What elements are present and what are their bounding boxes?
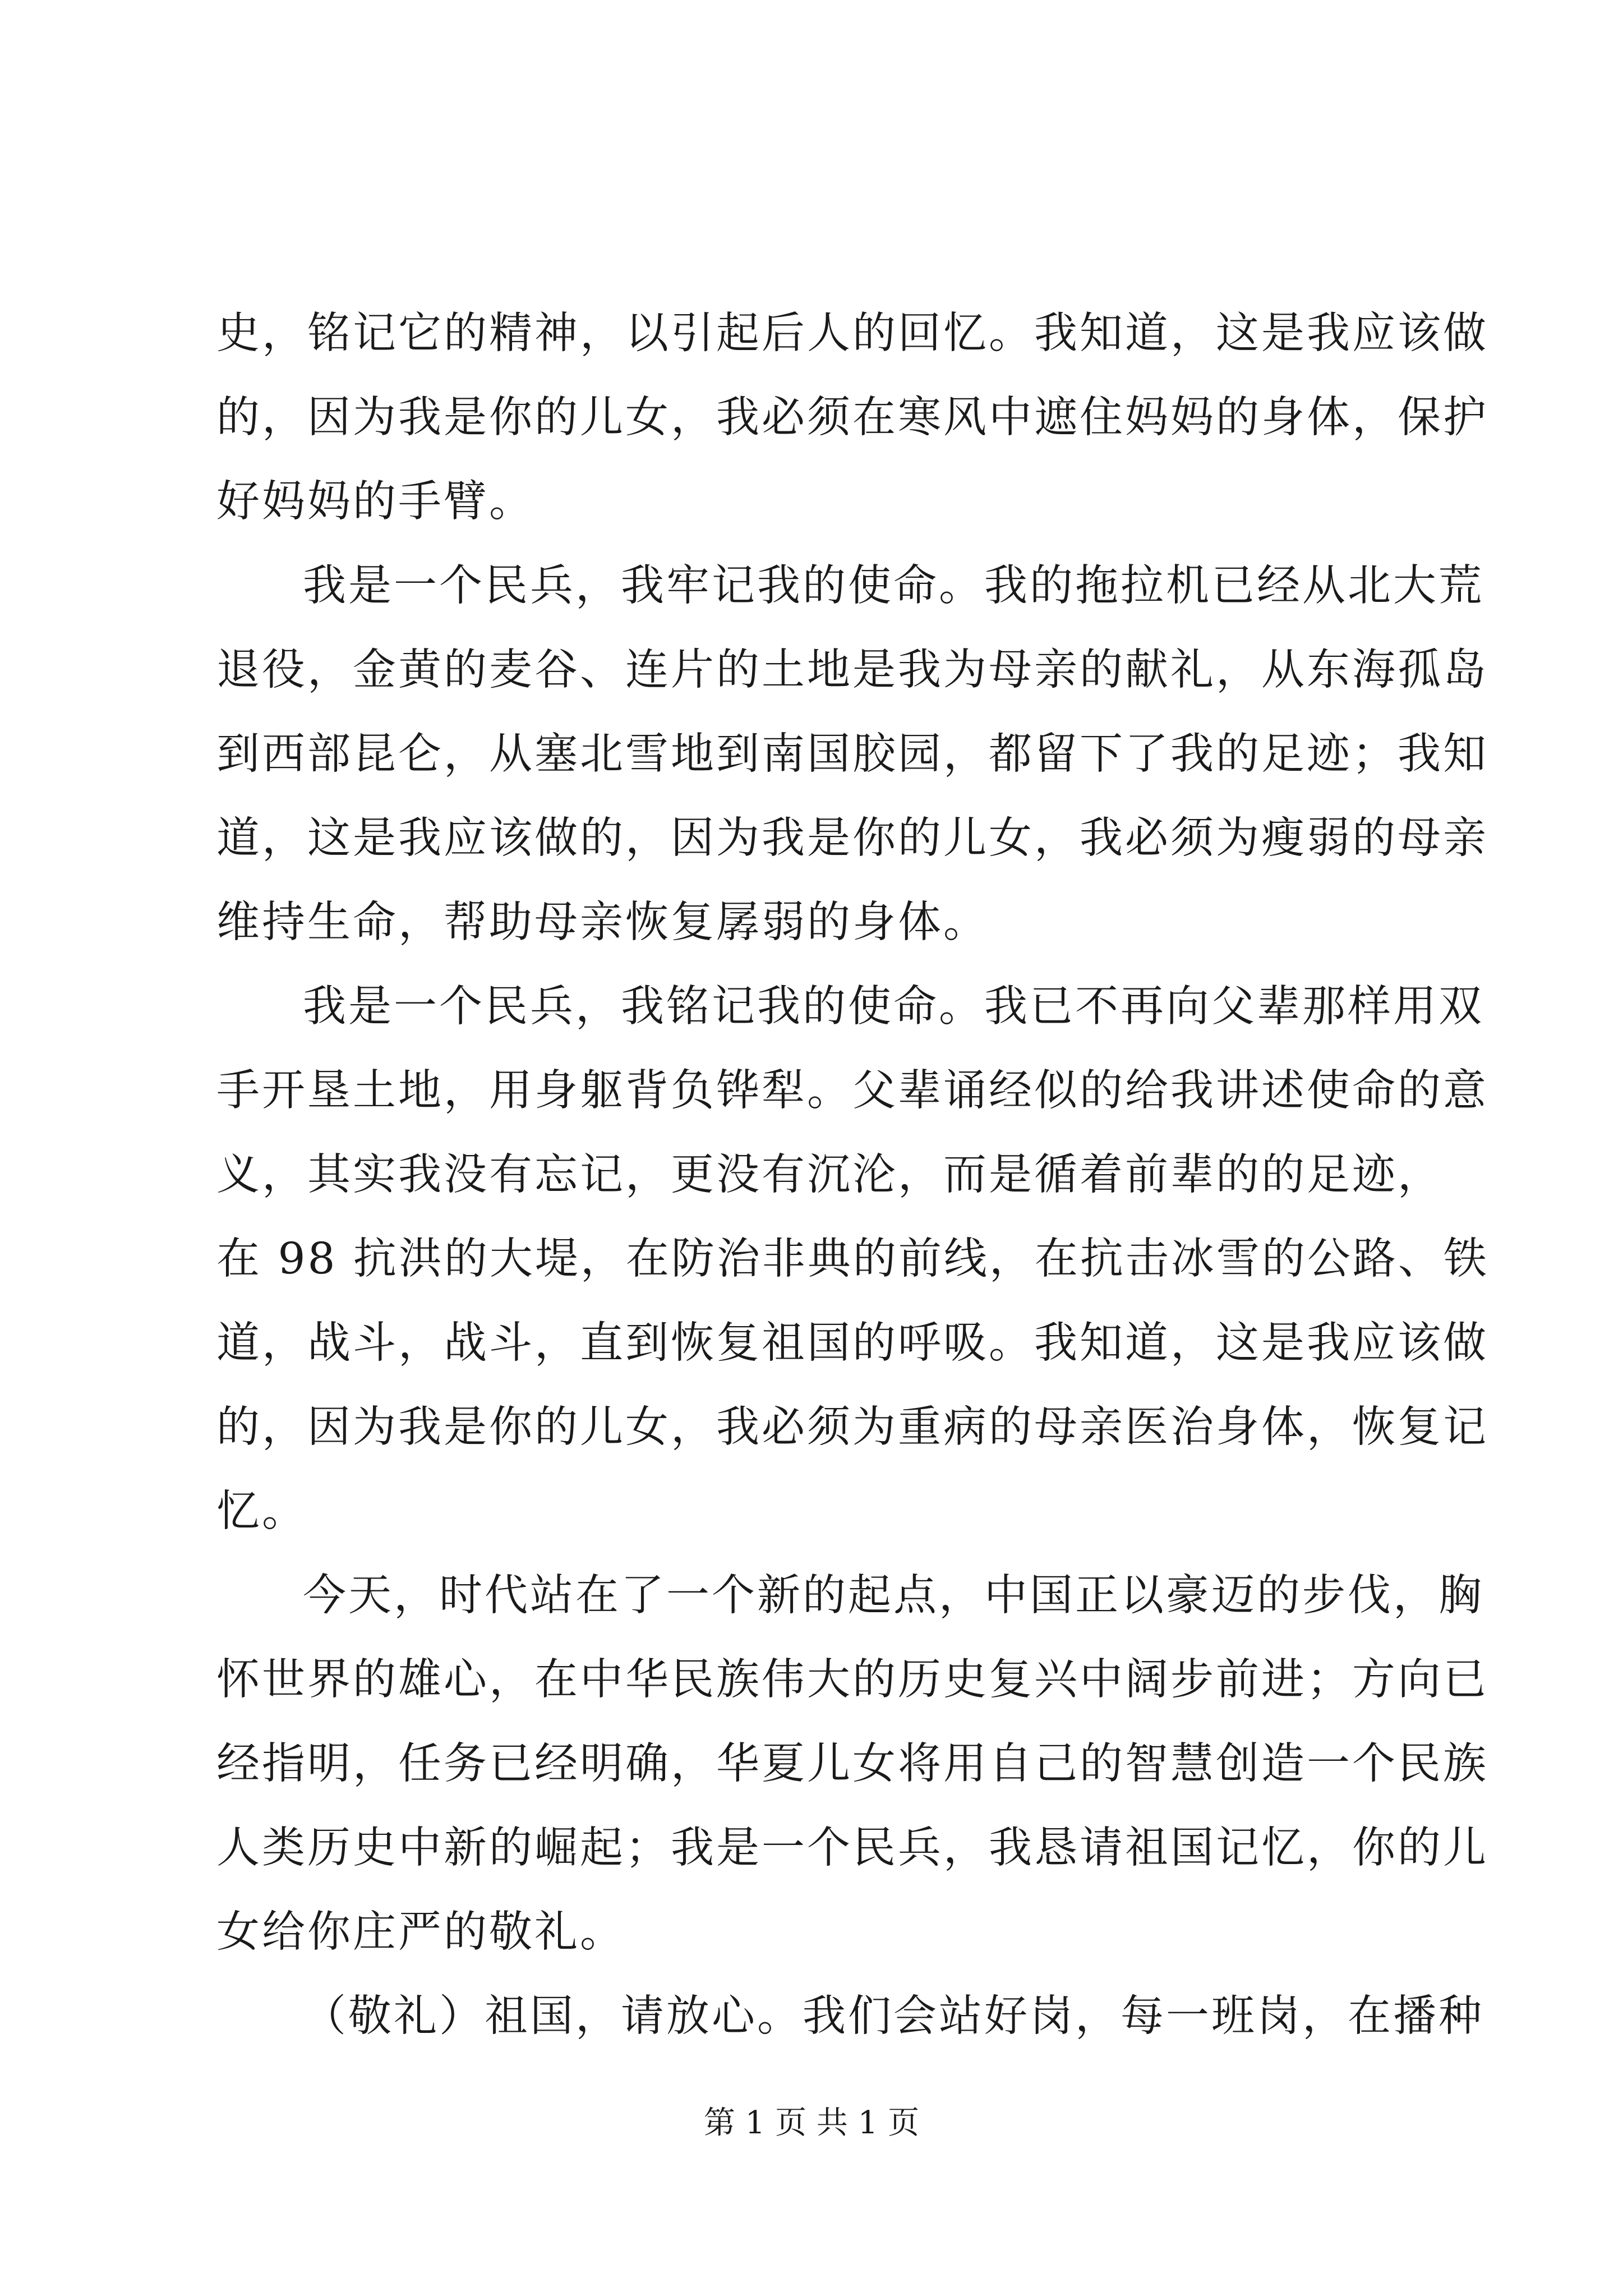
text-line: 义，其实我没有忘记，更没有沉沦，而是循着前辈的的足迹， [216,1150,1443,1200]
text-line: 的，因为我是你的儿女，我必须在寒风中遮住妈妈的身体，保护 [216,393,1488,443]
text-line: 忆。 [216,1487,307,1536]
text-line: 人类历史中新的崛起；我是一个民兵，我恳请祖国记忆，你的儿 [216,1823,1488,1873]
text-line: 经指明，任务已经明确，华夏儿女将用自己的智慧创造一个民族 [216,1739,1488,1789]
page-footer: 第 1 页 共 1 页 [703,2105,920,2141]
body-text [216,292,1489,2059]
text-line: 道，这是我应该做的，因为我是你的儿女，我必须为瘦弱的母亲 [216,813,1488,863]
text-line: 到西部昆仑，从塞北雪地到南国胶园，都留下了我的足迹；我知 [216,729,1488,779]
text-line: 在 98 抗洪的大堤，在防治非典的前线，在抗击冰雪的公路、铁 [216,1234,1489,1284]
text-line: 手开垦土地，用身躯背负铧犁。父辈诵经似的给我讲述使命的意 [216,1066,1488,1116]
text-line: 怀世界的雄心，在中华民族伟大的历史复兴中阔步前进；方向已 [216,1655,1488,1705]
text-line: 退役，金黄的麦谷、连片的土地是我为母亲的献礼，从东海孤岛 [216,645,1488,695]
text-line: 好妈妈的手臂。 [216,477,534,527]
text-line: 今天，时代站在了一个新的起点，中国正以豪迈的步伐，胸 [303,1571,1484,1621]
text-line: 史，铭记它的精神，以引起后人的回忆。我知道，这是我应该做 [216,309,1488,358]
text-line: 的，因为我是你的儿女，我必须为重病的母亲医治身体，恢复记 [216,1402,1488,1452]
text-line: （敬礼）祖国，请放心。我们会站好岗，每一班岗，在播种 [303,1991,1484,2041]
text-line: 我是一个民兵，我铭记我的使命。我已不再向父辈那样用双 [303,982,1484,1032]
text-line: 女给你庄严的敬礼。 [216,1907,625,1957]
text-line: 道，战斗，战斗，直到恢复祖国的呼吸。我知道，这是我应该做 [216,1318,1488,1368]
text-line: 维持生命，帮助母亲恢复孱弱的身体。 [216,898,989,947]
text-line: 我是一个民兵，我牢记我的使命。我的拖拉机已经从北大荒 [303,561,1484,611]
